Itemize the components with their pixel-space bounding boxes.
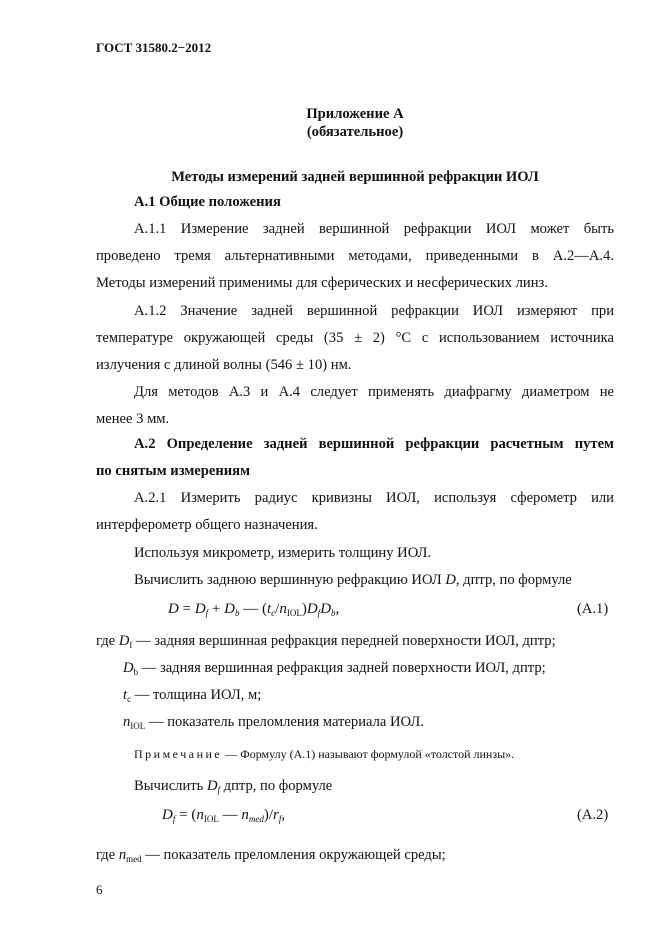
section-a2-heading: А.2 Определение задней вершинной рефракции расчетным путем — [134, 436, 614, 452]
page-number: 6 — [96, 882, 103, 897]
paragraph-line: Методы измерений применимы для сферических и несферических линз. — [96, 275, 548, 291]
paragraph-line: Используя микрометр, измерить толщину ИОЛ. — [134, 545, 432, 561]
paragraph-line: проведено тремя альтернативными методами, приведенными в А.2—А.4. — [96, 248, 614, 264]
paragraph-line: излучения с длиной волны (546 ± 10) нм. — [96, 357, 352, 373]
annex-status: (обязательное) — [306, 124, 404, 140]
paragraph-line: Вычислить $D_f$ дптр, по формуле — [134, 778, 333, 795]
note: Примечание — Формулу (А.1) называют формулой «толстой линзы». — [134, 747, 515, 761]
paragraph-line: Вычислить заднюю вершинную рефракцию ИОЛ D, дптр, по формуле — [134, 572, 572, 588]
paragraph-line: А.1.1 Измерение задней вершинной рефракции ИОЛ может быть — [134, 221, 614, 237]
paragraph-line: температуре окружающей среды (35 ± 2) °С с использованием источника — [96, 330, 614, 346]
section-a1-heading: А.1 Общие положения — [134, 194, 281, 210]
formula-a2: $D_f = (n_{IOL}$ — $n_{med})/r_f$, — [162, 807, 286, 824]
annex-heading: Методы измерений задней вершинной рефракции ИОЛ — [171, 169, 539, 185]
equation-number: (А.2) — [577, 807, 609, 823]
equation-number: (А.1) — [577, 601, 609, 617]
definition-line: $D_b$ — задняя вершинная рефракция задней поверхности ИОЛ, дптр; — [123, 660, 546, 677]
paragraph-line: интерферометр общего назначения. — [96, 517, 318, 533]
section-a2-heading: по снятым измерениям — [96, 463, 251, 479]
definition-line: $t_c$ — толщина ИОЛ, м; — [123, 687, 262, 704]
standard-header: ГОСТ 31580.2−2012 — [96, 40, 212, 55]
definition-line: где $n_{med}$ — показатель преломления окружающей среды; — [96, 847, 446, 864]
paragraph-line: А.2.1 Измерить радиус кривизны ИОЛ, используя сферометр или — [134, 490, 614, 506]
paragraph-line: менее 3 мм. — [96, 411, 170, 427]
paragraph-line: Для методов А.3 и А.4 следует применять диафрагму диаметром не — [134, 384, 614, 400]
definition-line: где $D_f$ — задняя вершинная рефракция передней поверхности ИОЛ, дптр; — [96, 633, 556, 650]
annex-title: Приложение А — [306, 106, 404, 122]
paragraph-line: А.1.2 Значение задней вершинной рефракции ИОЛ измеряют при — [134, 303, 614, 319]
definition-line: $n_{IOL}$ — показатель преломления материала ИОЛ. — [123, 714, 424, 731]
formula-a1: $D = D_f + D_b$ — $(t_c/n_{IOL})D_fD_b$, — [168, 601, 340, 618]
